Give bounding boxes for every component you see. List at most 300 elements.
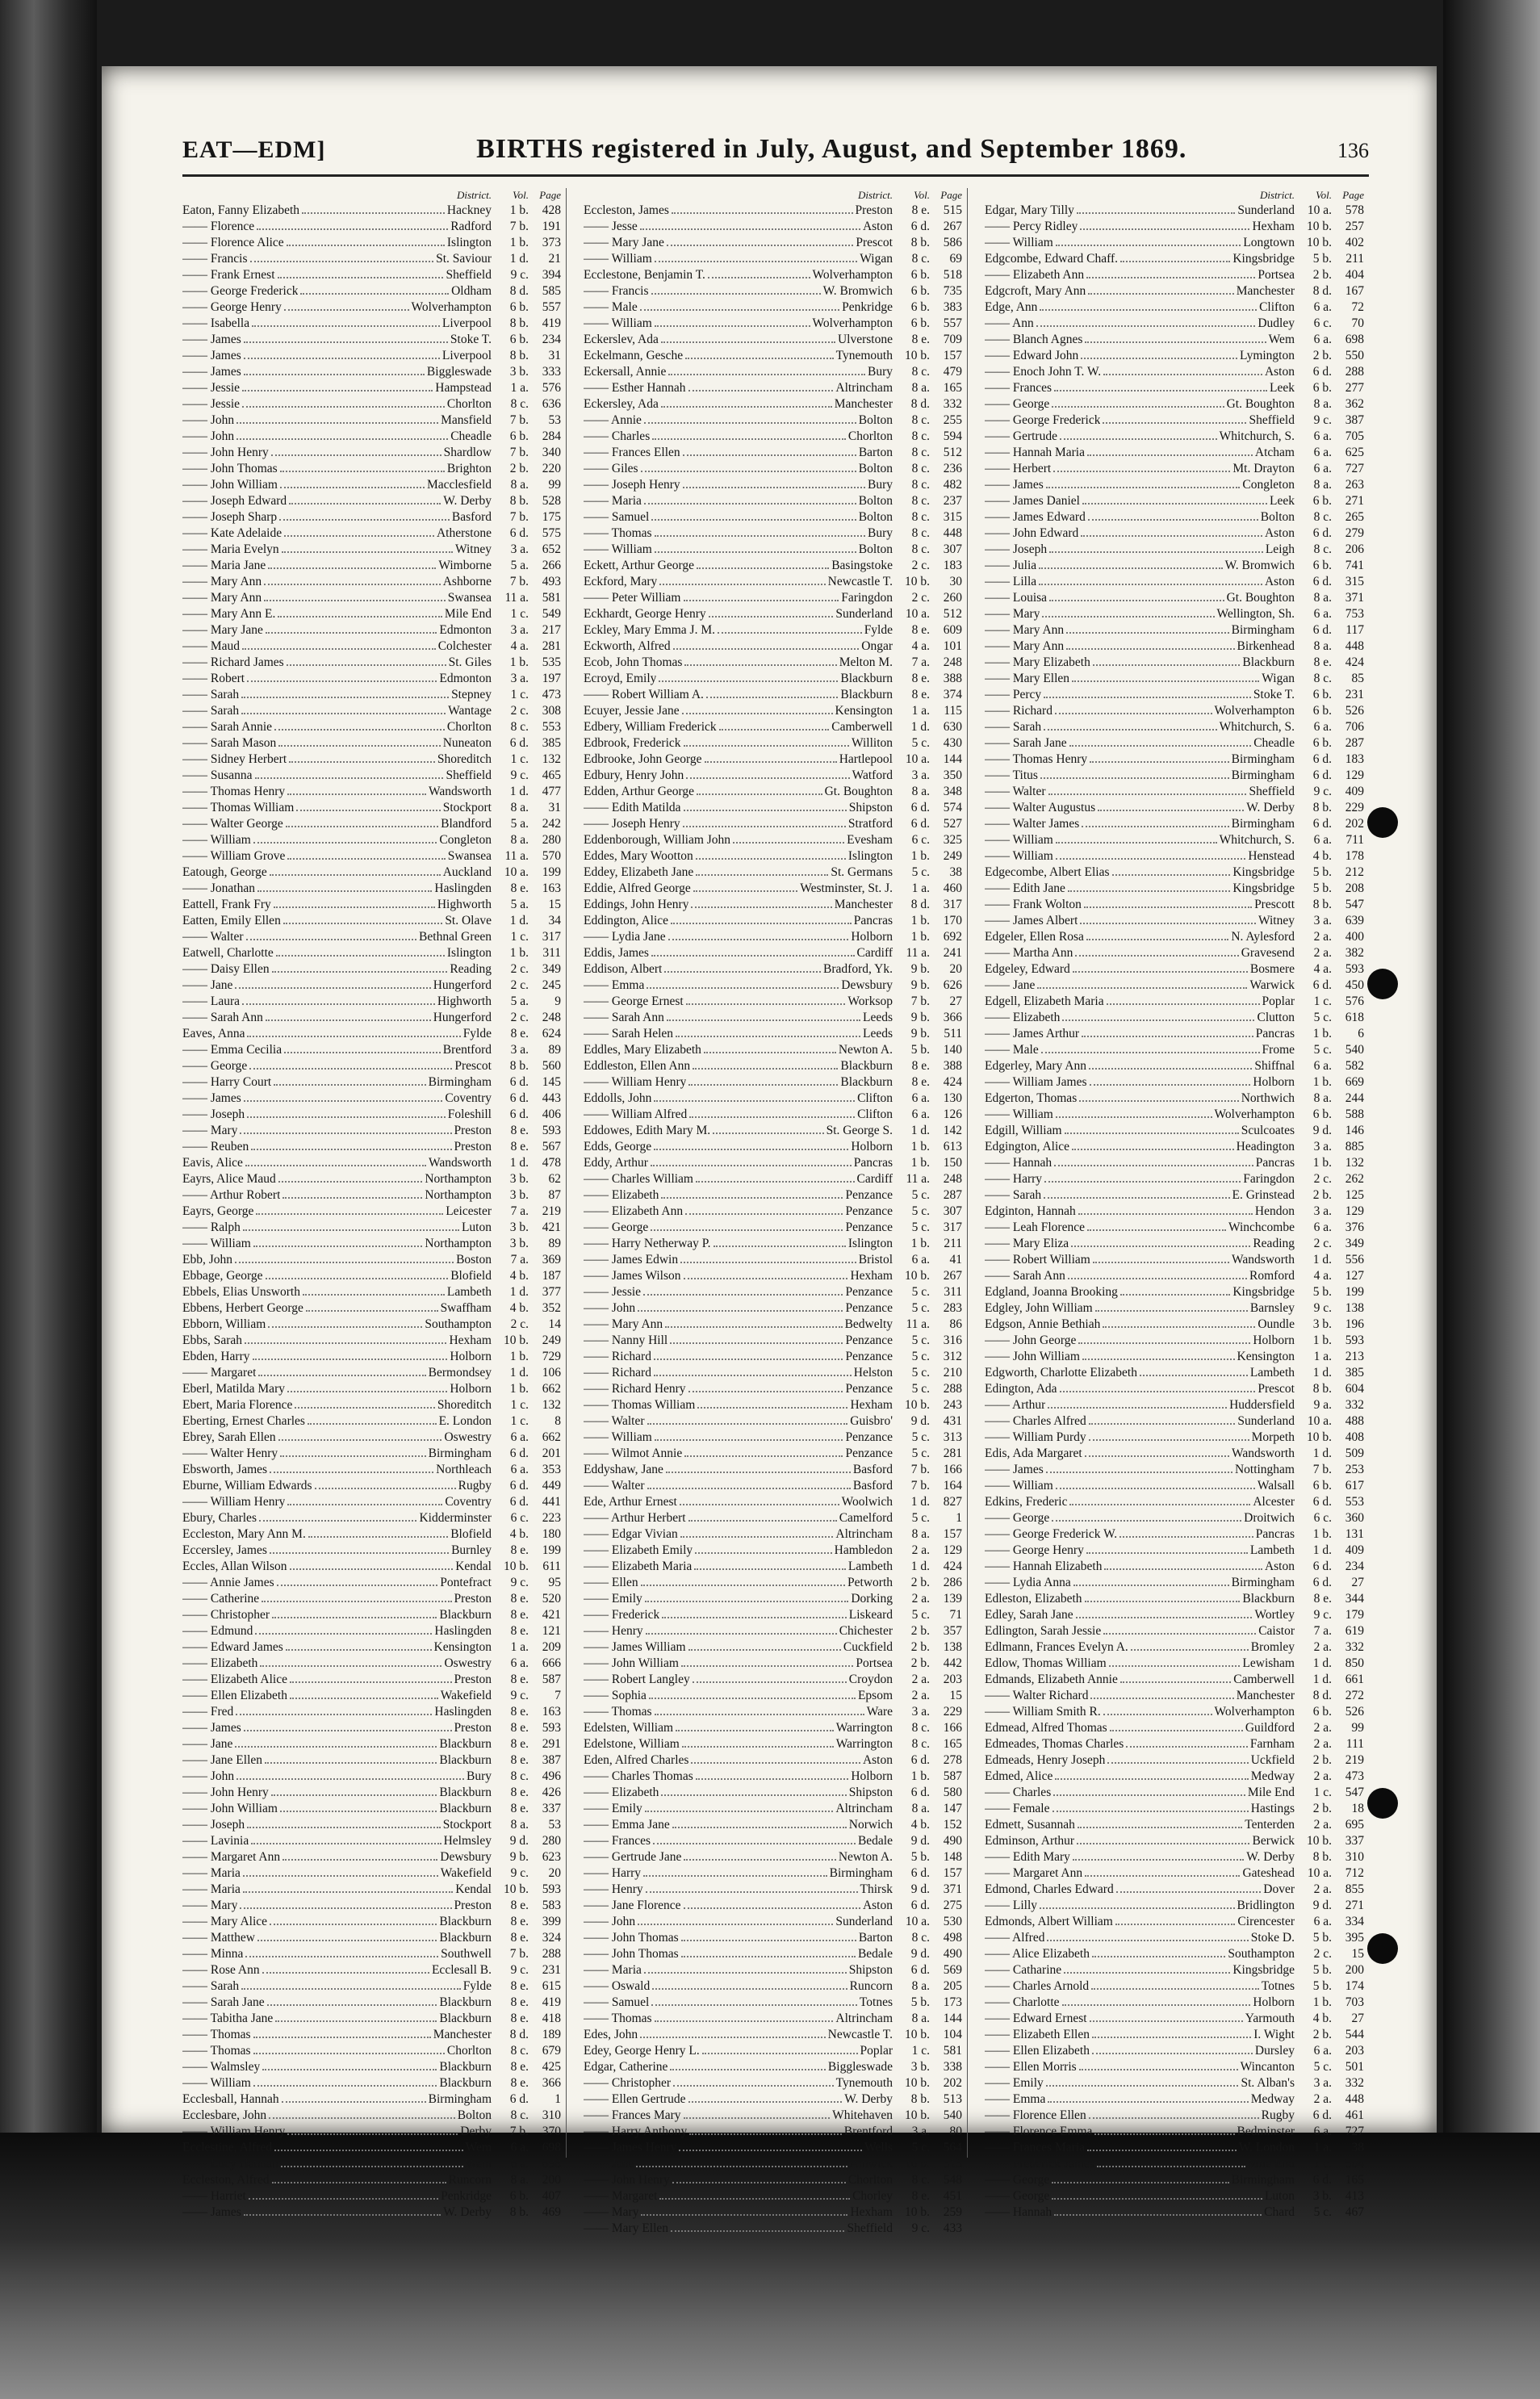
entry-volume: 2 b.	[1312, 1802, 1332, 1815]
entry-name: —— Harry	[985, 1172, 1043, 1186]
entry-district: Yarmouth	[1245, 2012, 1295, 2025]
leader-dots	[643, 1294, 843, 1296]
entry-page: 7	[554, 1689, 561, 1702]
entry-name: —— Maria	[584, 1963, 642, 1977]
entry-name: —— Elizabeth Ellen	[985, 2028, 1090, 2041]
entry-page: 419	[542, 316, 561, 330]
leader-dots	[1103, 1714, 1212, 1715]
entry-volume: 6 d.	[509, 1075, 529, 1089]
leader-dots	[685, 358, 834, 359]
index-entry	[182, 1446, 561, 1462]
index-entry	[985, 655, 1364, 671]
entry-volume: 6 d.	[1312, 575, 1332, 588]
entry-name: —— Walter	[985, 785, 1046, 798]
index-entry	[182, 396, 561, 412]
entry-page: 619	[1345, 1624, 1364, 1638]
index-entry	[584, 703, 962, 719]
entry-volume: 6 d.	[1312, 978, 1332, 992]
leader-dots	[651, 1229, 843, 1231]
entry-page: 121	[542, 1624, 561, 1638]
leader-dots	[1104, 1568, 1262, 1570]
leader-dots	[1082, 1359, 1235, 1360]
leader-dots	[1079, 1100, 1238, 1102]
entry-page: 578	[1345, 203, 1364, 217]
entry-volume: 8 e.	[510, 1786, 529, 1799]
entry-name: Edminson, Arthur	[985, 1834, 1075, 1848]
entry-page: 496	[542, 1769, 561, 1783]
leader-dots	[655, 535, 865, 537]
entry-district: Droitwich	[1244, 1511, 1295, 1525]
entry-volume: 8 b.	[910, 2092, 930, 2106]
entry-page: 593	[542, 1721, 561, 1735]
index-entry	[985, 1381, 1364, 1397]
entry-name: Eckley, Mary Emma J. M.	[584, 623, 715, 637]
entry-page: 200	[1345, 1963, 1364, 1977]
leader-dots	[688, 1084, 838, 1086]
index-entry	[985, 219, 1364, 235]
entry-page: 404	[1345, 268, 1364, 282]
entry-volume: 6 a.	[911, 1253, 930, 1266]
entry-name: Eddolls, John	[584, 1091, 652, 1105]
leader-dots	[262, 1601, 451, 1602]
entry-volume: 5 c.	[911, 1382, 930, 1396]
entry-volume: 1 b.	[1312, 1075, 1332, 1089]
entry-volume: 1 a.	[1313, 1350, 1332, 1363]
leader-dots	[1085, 1875, 1240, 1877]
entry-page: 131	[1345, 1527, 1364, 1541]
entry-district: Gravesend	[1241, 946, 1295, 960]
entry-district: Liverpool	[441, 349, 492, 362]
entry-district: Bury	[868, 478, 893, 492]
entry-volume: 5 b.	[1312, 1963, 1332, 1977]
index-entry	[985, 1623, 1364, 1639]
entry-district: W. London	[1238, 2141, 1295, 2154]
entry-name: —— John William	[182, 478, 278, 492]
entry-volume: 5 b.	[1312, 1979, 1332, 1993]
entry-name: —— James	[182, 333, 241, 346]
entry-name: —— Ellen Elizabeth	[182, 1689, 287, 1702]
entry-district: Dewsbury	[841, 978, 893, 992]
entry-volume: 8 b.	[509, 1059, 529, 1073]
entry-page: 569	[943, 1963, 962, 1977]
entry-volume: 6 a.	[1313, 462, 1332, 475]
entry-name: —— John Henry	[584, 2173, 670, 2187]
entry-district: Hastings	[1250, 1802, 1295, 1815]
index-entry	[584, 267, 962, 283]
index-entry	[584, 1091, 962, 1107]
leader-dots	[1044, 1197, 1229, 1199]
leader-dots	[1042, 616, 1214, 618]
entry-page: 129	[1345, 768, 1364, 782]
entry-volume: 8 d.	[1312, 1689, 1332, 1702]
entry-name: —— Charles Arnold	[985, 1979, 1090, 1993]
entry-volume: 3 b.	[1312, 1317, 1332, 1331]
index-entry	[584, 1478, 962, 1494]
leader-dots	[264, 584, 441, 585]
index-entry	[182, 655, 561, 671]
entry-name: Edgeley, Edward	[985, 962, 1070, 976]
index-entry	[584, 396, 962, 412]
entry-name: —— Emma Jane	[584, 1818, 670, 1832]
index-entry	[584, 1720, 962, 1736]
index-entry	[584, 1882, 962, 1898]
leader-dots	[1110, 1730, 1243, 1731]
entry-district: Kidderminster	[419, 1511, 492, 1525]
entry-name: Eayrs, Alice Maud	[182, 1172, 276, 1186]
index-entry	[985, 203, 1364, 219]
entry-name: —— Edward Ernest	[985, 2012, 1087, 2025]
entry-volume: 8 d.	[509, 2028, 529, 2041]
index-entry	[985, 1720, 1364, 1736]
entry-name: —— Sarah Ann	[584, 1011, 664, 1024]
entry-page: 253	[1345, 1463, 1364, 1476]
entry-page: 150	[943, 1156, 962, 1170]
entry-district: Norwich	[848, 1818, 893, 1832]
entry-name: Eddings, John Henry	[584, 898, 689, 911]
entry-volume: 8 c.	[911, 526, 930, 540]
entry-volume: 8 e.	[510, 1624, 529, 1638]
leader-dots	[252, 325, 440, 327]
entry-name: Edbury, Henry John	[584, 768, 684, 782]
leader-dots	[1087, 454, 1253, 456]
entry-volume: 6 a.	[510, 1463, 529, 1476]
entry-page: 695	[1345, 1818, 1364, 1832]
leader-dots	[236, 1778, 464, 1780]
entry-volume: 6 a.	[1313, 1059, 1332, 1073]
leader-dots	[1097, 2166, 1245, 2167]
entry-district: Bury	[467, 1769, 492, 1783]
entry-page: 231	[1345, 688, 1364, 701]
index-entry	[182, 1785, 561, 1801]
entry-district: Islington	[446, 236, 492, 249]
index-entry	[182, 881, 561, 897]
entry-district: Wigan	[1262, 672, 1295, 685]
register-page	[102, 66, 1437, 2235]
leader-dots	[259, 1520, 416, 1522]
entry-district: Bedale	[857, 1947, 893, 1961]
entry-page: 727	[1345, 2125, 1364, 2138]
leader-dots	[1040, 1907, 1235, 1909]
entry-volume: 9 c.	[510, 1866, 529, 1880]
entry-district: Boston	[456, 1253, 492, 1266]
entry-page: 62	[548, 1172, 561, 1186]
index-entry	[182, 2156, 561, 2172]
entry-volume: 6 c.	[1313, 316, 1332, 330]
entry-name: —— Francis	[182, 252, 248, 266]
entry-district: Manchester	[834, 397, 893, 411]
entry-volume: 1 a.	[1313, 2141, 1332, 2154]
index-entry	[584, 542, 962, 558]
entry-district: Birmingham	[1231, 623, 1295, 637]
running-head: EAT—EDM]	[182, 136, 326, 163]
entry-district: Cheadle	[450, 429, 492, 443]
leader-dots	[676, 1036, 860, 1037]
entry-page: 399	[542, 1915, 561, 1928]
leader-dots	[647, 1423, 848, 1425]
entry-volume: 2 c.	[510, 1011, 529, 1024]
entry-district: Hexham	[449, 1333, 492, 1347]
entry-volume: 1 b.	[910, 914, 930, 927]
leader-dots	[1078, 1827, 1242, 1828]
entry-name: Edlmann, Frances Evelyn A.	[985, 1640, 1128, 1654]
entry-district: Clifton	[857, 1107, 893, 1121]
entry-page: 661	[1345, 1673, 1364, 1686]
column-heading	[584, 188, 962, 203]
leader-dots	[643, 1875, 827, 1877]
entry-page: 127	[1345, 1269, 1364, 1283]
entry-district: Auckland	[442, 865, 492, 879]
entry-district: Kingsbridge	[1232, 1963, 1295, 1977]
entry-district: Wolverhampton	[1214, 1705, 1295, 1719]
entry-district: Liskeard	[848, 1608, 893, 1622]
entry-name: —— Elizabeth	[182, 1656, 258, 1670]
index-entry	[584, 1010, 962, 1026]
entry-page: 281	[943, 1447, 962, 1460]
index-entry	[182, 412, 561, 429]
entry-volume: 8 e.	[1313, 655, 1332, 669]
entry-district: Bolton	[858, 510, 893, 524]
entry-district: Tynemouth	[835, 349, 893, 362]
entry-page: 448	[1345, 639, 1364, 653]
entry-volume: 8 e.	[911, 1059, 930, 1073]
entry-volume: 2 a.	[911, 1673, 930, 1686]
entry-name: —— Blanch Agnes	[985, 333, 1083, 346]
entry-page: 615	[542, 1979, 561, 1993]
leader-dots	[655, 261, 858, 262]
leader-dots	[1073, 1859, 1244, 1861]
index-entry	[182, 978, 561, 994]
entry-volume: 8 e.	[510, 1543, 529, 1557]
entry-page: 316	[943, 1333, 962, 1347]
entry-district: Hendon	[1254, 1204, 1295, 1218]
entry-district: Bury	[868, 365, 893, 379]
scan-border-left	[0, 0, 97, 2399]
entry-volume: 10 a.	[905, 752, 930, 766]
entry-volume: 2 b.	[1312, 1188, 1332, 1202]
entry-district: Burnley	[451, 1543, 492, 1557]
entry-name: Eatten, Emily Ellen	[182, 914, 281, 927]
entry-district: Blofield	[450, 1527, 492, 1541]
entry-name: —— John Thomas	[584, 1947, 679, 1961]
leader-dots	[640, 2037, 825, 2038]
entry-district: Dover	[1263, 1882, 1295, 1896]
entry-page: 662	[542, 1430, 561, 1444]
leader-dots	[684, 600, 839, 601]
index-entry	[584, 2043, 962, 2059]
leader-dots	[247, 1036, 460, 1037]
entry-page: 80	[949, 2125, 962, 2138]
index-entry	[584, 1559, 962, 1575]
entry-volume: 6 b.	[509, 429, 529, 443]
leader-dots	[1052, 1811, 1249, 1812]
index-entry	[584, 235, 962, 251]
index-entry	[182, 1300, 561, 1317]
leader-dots	[683, 487, 865, 488]
index-entry	[985, 1543, 1364, 1559]
entry-district: Whitchurch, S.	[1219, 833, 1295, 847]
index-entry	[985, 1365, 1364, 1381]
leader-dots	[638, 1310, 843, 1312]
entry-volume: 6 c.	[510, 1511, 529, 1525]
entry-page: 550	[1345, 349, 1364, 362]
entry-page: 465	[542, 768, 561, 782]
entry-page: 86	[949, 1317, 962, 1331]
leader-dots	[693, 1068, 838, 1070]
index-entry	[985, 493, 1364, 509]
leader-dots	[1092, 1956, 1225, 1957]
entry-district: Oswestry	[444, 1430, 492, 1444]
index-entry	[985, 2091, 1364, 2108]
entry-district: Congleton	[1242, 478, 1295, 492]
entry-volume: 2 a.	[1313, 1721, 1332, 1735]
entry-volume: 8 e.	[911, 2189, 930, 2203]
entry-district: Blandford	[441, 817, 492, 831]
index-entry	[584, 784, 962, 800]
leader-dots	[1109, 1665, 1241, 1667]
index-entry	[584, 1462, 962, 1478]
index-entry	[182, 251, 561, 267]
entry-page: 249	[542, 1333, 561, 1347]
entry-page: 115	[944, 704, 962, 718]
leader-dots	[1098, 810, 1244, 811]
index-entry	[584, 1284, 962, 1300]
leader-dots	[1056, 842, 1217, 844]
entry-district: Aston	[1264, 526, 1295, 540]
entry-page: 38	[949, 865, 962, 879]
entry-volume: 5 c.	[1313, 1011, 1332, 1024]
entry-name: Ecclestine, Alfred	[182, 2141, 273, 2154]
entry-name: —— Harriet	[182, 2189, 246, 2203]
leader-dots	[247, 680, 437, 682]
entry-page: 9	[554, 994, 561, 1008]
leader-dots	[733, 842, 844, 844]
entry-name: Ecclesball, Hannah	[182, 2092, 279, 2106]
entry-name: —— Percy Ridley	[985, 220, 1078, 233]
entry-volume: 3 a.	[1313, 2076, 1332, 2090]
index-entry	[985, 2124, 1364, 2140]
index-entry	[584, 1139, 962, 1155]
index-entry	[985, 2075, 1364, 2091]
index-entry	[584, 525, 962, 542]
leader-dots	[654, 1359, 843, 1360]
entry-district: Blackburn	[840, 1075, 893, 1089]
entry-page: 518	[943, 268, 962, 282]
index-entry	[985, 768, 1364, 784]
leader-dots	[1126, 1746, 1248, 1748]
leader-dots	[659, 584, 825, 585]
entry-district: Gt. Boughton	[824, 785, 893, 798]
index-entry	[182, 1494, 561, 1510]
entry-name: —— Peter William	[584, 591, 681, 605]
entry-page: 338	[943, 2060, 962, 2074]
entry-name: —— Harry Netherway P.	[584, 1237, 711, 1250]
entry-page: 382	[1345, 946, 1364, 960]
leader-dots	[250, 261, 434, 262]
index-entry	[182, 1914, 561, 1930]
entry-name: —— Walmsley	[182, 2060, 261, 2074]
entry-name: Eckhardt, George Henry	[584, 607, 706, 621]
leader-dots	[696, 858, 846, 860]
index-entry	[985, 1204, 1364, 1220]
entry-district: Woolwich	[841, 1495, 893, 1509]
entry-name: Edgson, Annie Bethiah	[985, 1317, 1101, 1331]
entry-volume: 1 b.	[509, 1382, 529, 1396]
entry-volume: 5 c.	[911, 1447, 930, 1460]
entry-name: —— Emily	[584, 1802, 642, 1815]
entry-district: Holborn	[851, 1769, 893, 1783]
entry-name: —— Sarah	[182, 688, 240, 701]
leader-dots	[688, 1520, 837, 1522]
entry-name: Eddis, James	[584, 946, 649, 960]
entry-name: Edbery, William Frederick	[584, 720, 717, 734]
entry-name: Eddowes, Edith Mary M.	[584, 1124, 711, 1137]
entry-name: —— Elizabeth	[584, 1786, 659, 1799]
leader-dots	[680, 1536, 834, 1538]
entry-volume: 5 c.	[911, 1301, 930, 1315]
entry-name: —— George Frederick W.	[985, 1527, 1118, 1541]
entry-district: Hexham	[850, 1398, 893, 1412]
leader-dots	[1056, 1116, 1212, 1118]
index-entry	[182, 235, 561, 251]
index-entry	[584, 800, 962, 816]
entry-page: 588	[1345, 1107, 1364, 1121]
entry-volume: 8 a.	[510, 833, 529, 847]
entry-district: Northleach	[436, 1463, 492, 1476]
entry-district: Holborn	[1253, 1075, 1295, 1089]
leader-dots	[278, 277, 444, 278]
index-entry	[985, 2188, 1364, 2204]
entry-page: 575	[542, 526, 561, 540]
entry-name: —— Walter	[584, 1479, 645, 1493]
entry-page: 146	[1345, 1124, 1364, 1137]
entry-volume: 2 a.	[1313, 1737, 1332, 1751]
entry-district: Faringdon	[841, 591, 893, 605]
leader-dots	[280, 471, 445, 472]
entry-district: Edmonton	[439, 672, 492, 685]
entry-volume: 6 a.	[1313, 607, 1332, 621]
entry-page: 18	[1351, 1802, 1364, 1815]
entry-volume: 6 b.	[509, 300, 529, 314]
index-entry	[182, 1623, 561, 1639]
entry-volume: 6 a.	[1313, 720, 1332, 734]
index-entry	[985, 251, 1364, 267]
entry-district: Preston	[454, 1673, 492, 1686]
entry-name: —— Thomas William	[182, 801, 295, 814]
entry-district: Sheffield	[446, 768, 492, 782]
leader-dots	[280, 487, 425, 488]
entry-volume: 8 c.	[911, 1737, 930, 1751]
entry-page: 1	[956, 1511, 962, 1525]
entry-district: Fylde	[462, 1027, 492, 1040]
index-entry	[584, 1543, 962, 1559]
entry-page: 15	[548, 898, 561, 911]
entry-volume: 8 c.	[911, 542, 930, 556]
index-entry	[584, 961, 962, 978]
heading-page: Page	[1342, 189, 1364, 201]
entry-page: 593	[1345, 962, 1364, 976]
entry-district: Haslingden	[434, 1705, 492, 1719]
index-entry	[985, 299, 1364, 316]
entry-page: 148	[943, 1850, 962, 1864]
leader-dots	[694, 1568, 846, 1570]
entry-volume: 7 b.	[910, 1463, 930, 1476]
entry-volume: 2 c.	[510, 1317, 529, 1331]
leader-dots	[1060, 438, 1217, 440]
entry-district: Atcham	[1254, 446, 1295, 459]
entry-district: Luton	[1264, 2189, 1295, 2203]
entry-page: 753	[1345, 607, 1364, 621]
entry-volume: 1 c.	[911, 2044, 930, 2058]
